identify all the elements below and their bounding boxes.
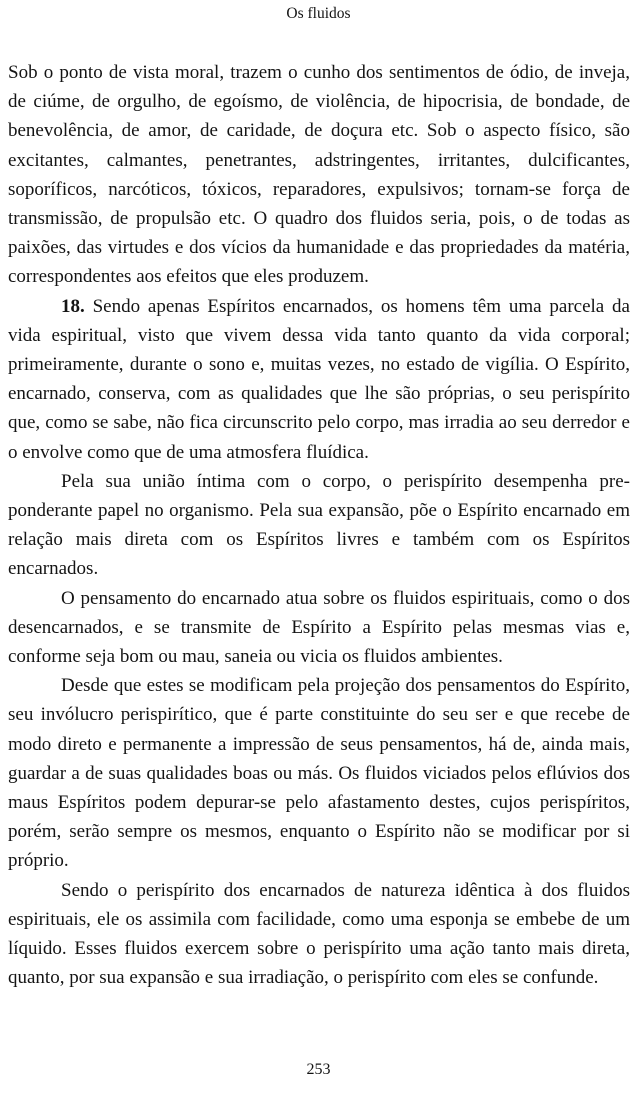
paragraph: O pensamento do encarnado atua sobre os fluidos espirituais, como o dos desencarnados, e se transmite de Espírito a Espírito pelas mesmas vias e, conforme seja bom ou mau, saneia ou vicia os fluidos ambientes. [8, 587, 630, 668]
paragraph-text: Sendo apenas Espíritos encarnados, os homens têm uma parcela da vida espiritual, visto que vivem dessa vida tanto quanto da vida corporal; primeiramente, durante o sono e, muitas vezes, no estado de vigília. O Espírito, encarnado, conserva, com as qualidades que lhe são próprias, o seu perispírito que, como se sabe, não fica circunscrito pelo corpo, mas irradia ao seu derredor e o envolve como que de uma atmosfera fluídica. [8, 295, 630, 463]
paragraph-continuation: Sob o ponto de vista moral, trazem o cunho dos sentimentos de ódio, de inveja, de ciúme, de orgulho, de egoísmo, de violência, de hipocrisia, de bondade, de benevolência, de amor, de caridade, de doçura etc. Sob o aspecto físico, são excitantes, calmantes, penetrantes, adstringentes, irritantes, dulcificantes, soporíficos, narcóticos, tóxicos, reparadores, expulsivos; tornam-se força de transmissão, de propulsão etc. O quadro dos fluidos seria, pois, o de todas as paixões, das virtudes e dos vícios da humanidade e das propriedades da matéria, correspondentes aos efeitos que eles produzem. [8, 62, 630, 288]
running-header: Os fluidos [286, 5, 351, 22]
section-number: 18. [61, 295, 85, 317]
body-text [8, 58, 630, 993]
paragraph: Pela sua união íntima com o corpo, o perispírito desempenha preponderante papel no organismo. Pela sua expansão, põe o Espírito encarnado em relação mais direta com os Espíritos livres e também com os Espíritos encarnados. [8, 470, 630, 580]
paragraph: Sendo o perispírito dos encarnados de natureza idêntica à dos fluidos espirituais, ele os assimila com facilidade, como uma esponja se embebe de um líquido. Esses fluidos exercem sobre o perispírito uma ação tanto mais direta, quanto, por sua expansão e sua irradiação, o perispírito com eles se confunde. [8, 879, 630, 989]
paragraph: Desde que estes se modificam pela projeção dos pensamentos do Espírito, seu invólucro perispirítico, que é parte constituinte do seu ser e que recebe de modo direto e permanente a impressão de seus pensamentos, há de, ainda mais, guardar a de suas qualidades boas ou más. Os fluidos viciados pelos eflúvios dos maus Espíritos podem depurar-se pelo afastamento destes, cujos perispíritos, porém, serão sempre os mesmos, enquanto o Espírito não se modificar por si próprio. [8, 675, 630, 872]
page-number: 253 [306, 1061, 331, 1078]
paragraph-section-18 [8, 292, 630, 467]
